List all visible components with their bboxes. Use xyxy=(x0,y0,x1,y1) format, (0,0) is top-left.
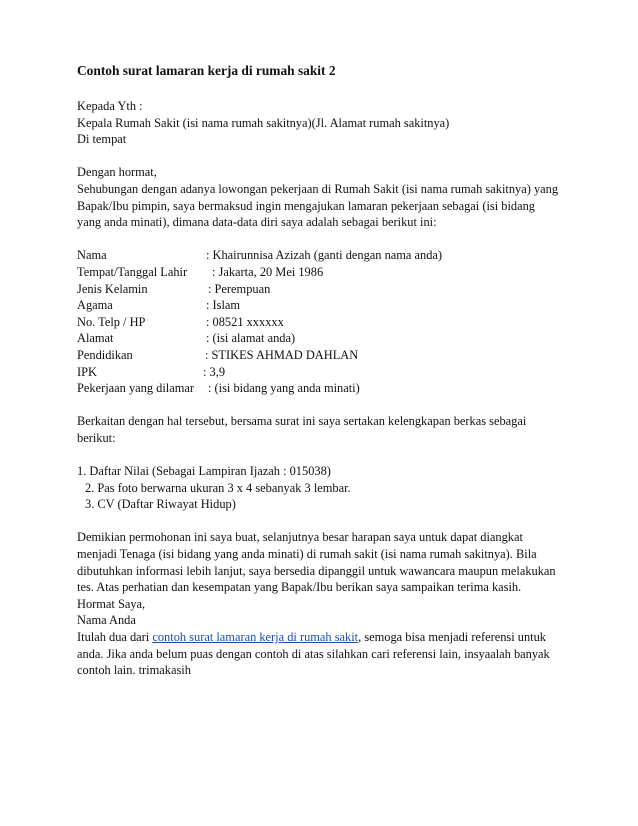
footer-prefix: Itulah dua dari xyxy=(77,630,153,644)
field-value: : Khairunnisa Azizah (ganti dengan nama anda) xyxy=(206,248,443,263)
address-line: Kepada Yth : xyxy=(77,99,143,113)
signature-block xyxy=(77,596,577,629)
opening-line: Sehubungan dengan adanya lowongan pekerjaan di Rumah Sakit (isi nama rumah sakitnya) yang xyxy=(77,181,559,196)
field-label: Pendidikan xyxy=(77,347,133,362)
article-link[interactable]: contoh surat lamaran kerja di rumah sakit xyxy=(152,630,359,644)
closing-line: dibutuhkan informasi lebih lanjut, saya bersedia dipanggil untuk wawancara maupun melakukan xyxy=(77,563,556,578)
address-line: Di tempat xyxy=(77,132,127,147)
field-row xyxy=(77,297,577,314)
field-label: Agama xyxy=(77,298,113,313)
field-row xyxy=(77,314,577,331)
list-item: 2. Pas foto berwarna ukuran 3 x 4 sebanyak 3 lembar. xyxy=(85,480,351,495)
attachment-list xyxy=(77,463,577,513)
personal-data-list xyxy=(77,247,577,396)
field-value: : Perempuan xyxy=(208,281,271,296)
address-line: Kepala Rumah Sakit (isi nama rumah sakitnya)(Jl. Alamat rumah sakitnya) xyxy=(77,115,450,130)
attachment-intro xyxy=(77,413,577,446)
field-row xyxy=(77,347,577,364)
field-label: Alamat xyxy=(77,331,114,346)
field-row xyxy=(77,330,577,347)
closing-line: Demikian permohonan ini saya buat, selanjutnya besar harapan saya untuk dapat diangkat xyxy=(77,530,523,545)
closing-line: tes. Atas perhatian dan kesempatan yang Bapak/Ibu berikan saya sampaikan terima kasih. xyxy=(77,580,522,595)
letter-page xyxy=(77,62,577,679)
field-value: : 3,9 xyxy=(203,364,226,379)
field-value: : Islam xyxy=(206,298,241,313)
field-label: Nama xyxy=(77,248,107,263)
intro-line: berikut: xyxy=(77,430,116,445)
field-label: No. Telp / HP xyxy=(77,314,146,329)
field-label: Jenis Kelamin xyxy=(77,281,148,296)
field-row xyxy=(77,380,577,397)
field-label: Tempat/Tanggal Lahir xyxy=(77,264,188,279)
field-value: : STIKES AHMAD DAHLAN xyxy=(205,347,359,362)
footer-paragraph xyxy=(77,629,577,679)
field-value: : 08521 xxxxxx xyxy=(206,314,284,329)
footer-line: anda. Jika anda belum puas dengan contoh di atas silahkan cari referensi lain, insyaalah banyak xyxy=(77,646,550,661)
opening-paragraph xyxy=(77,164,577,230)
sign-line: Nama Anda xyxy=(77,613,136,628)
opening-line: Bapak/Ibu pimpin, saya bermaksud ingin mengajukan lamaran pekerjaan sebagai (isi bidang xyxy=(77,198,535,213)
field-row xyxy=(77,281,577,298)
opening-line: yang anda minati), dimana data-data diri saya adalah sebagai berikut ini: xyxy=(77,215,437,230)
field-row xyxy=(77,264,577,281)
list-item: 3. CV (Daftar Riwayat Hidup) xyxy=(85,497,236,512)
field-value: : Jakarta, 20 Mei 1986 xyxy=(212,264,324,279)
field-row xyxy=(77,247,577,264)
footer-line: contoh lain. trimakasih xyxy=(77,663,191,678)
field-value: : (isi alamat anda) xyxy=(206,331,296,346)
opening-line: Dengan hormat, xyxy=(77,165,157,180)
footer-suffix: , semoga bisa menjadi referensi untuk xyxy=(358,630,546,644)
closing-paragraph xyxy=(77,529,577,595)
list-item: 1. Daftar Nilai (Sebagai Lampiran Ijazah : 015038) xyxy=(77,464,331,479)
document-title: Contoh surat lamaran kerja di rumah sakit 2 xyxy=(77,63,336,78)
footer-line xyxy=(77,629,577,646)
recipient-address xyxy=(77,98,577,148)
closing-line: menjadi Tenaga (isi bidang yang anda minati) di rumah sakit (isi nama rumah sakitnya). Bila xyxy=(77,547,537,562)
field-value: : (isi bidang yang anda minati) xyxy=(208,381,360,396)
field-label: IPK xyxy=(77,364,97,379)
sign-line: Hormat Saya, xyxy=(77,596,146,611)
intro-line: Berkaitan dengan hal tersebut, bersama surat ini saya sertakan kelengkapan berkas sebagai xyxy=(77,414,527,429)
field-label: Pekerjaan yang dilamar xyxy=(77,381,194,396)
field-row xyxy=(77,364,577,381)
